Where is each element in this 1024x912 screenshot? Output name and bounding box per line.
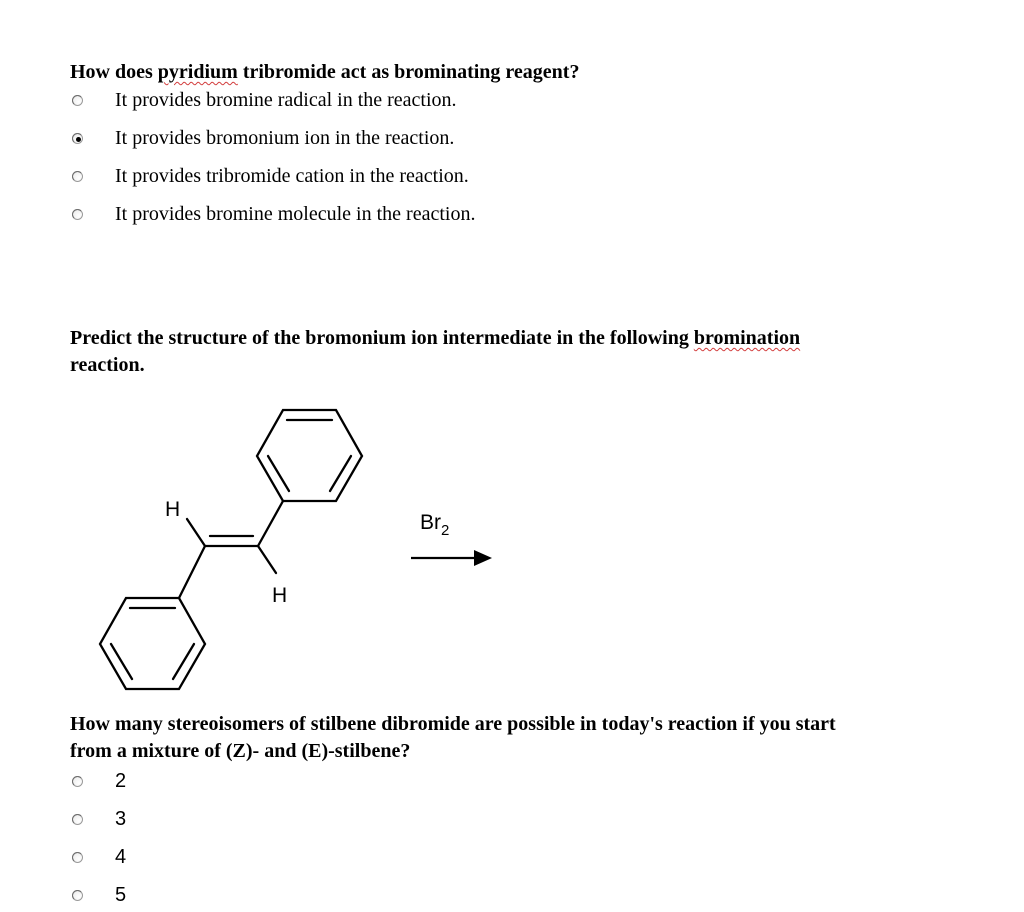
q3-option-1-radio[interactable] (72, 776, 83, 787)
reaction-arrow (411, 550, 492, 566)
q3-option-1-label: 2 (115, 769, 127, 792)
q1-option-1-radio[interactable] (72, 95, 83, 106)
reagent-subscript: 2 (441, 522, 450, 539)
q1-title-prefix: How does (70, 61, 158, 83)
bottom-phenyl-ring (100, 598, 205, 689)
question-1-title (70, 59, 579, 86)
q3-title-line-2: from a mixture of (Z)- and (E)-stilbene? (70, 740, 411, 762)
q1-title-suffix: tribromide act as brominating reagent? (237, 61, 580, 83)
q3-option-4-radio[interactable] (72, 890, 83, 901)
q1-option-1[interactable] (72, 85, 457, 115)
q2-title-line-2: reaction. (70, 354, 145, 376)
q1-option-3-radio[interactable] (72, 171, 83, 182)
q1-title-flagged-word: pyridium (157, 61, 238, 83)
q3-option-3-radio[interactable] (72, 852, 83, 863)
q1-option-4-radio[interactable] (72, 209, 83, 220)
q3-option-2-label: 3 (115, 807, 127, 830)
q1-option-2[interactable] (72, 123, 454, 153)
q3-option-4[interactable] (72, 880, 126, 910)
q3-option-3[interactable] (72, 842, 126, 872)
q2-title-flagged-word: bromination (693, 327, 801, 349)
question-2-title (70, 325, 800, 379)
reagent-symbol: Br (420, 511, 441, 534)
reagent-label (420, 511, 449, 539)
q3-title-line-1: How many stereoisomers of stilbene dibromide are possible in today's reaction if you start (70, 713, 836, 735)
alkene-bonds (179, 501, 283, 598)
q1-option-3[interactable] (72, 161, 469, 191)
q3-option-3-label: 4 (115, 845, 127, 868)
q1-option-2-radio[interactable] (72, 133, 83, 144)
vinyl-hydrogen-top: H (165, 498, 181, 521)
q3-option-2[interactable] (72, 804, 126, 834)
q3-option-1[interactable] (72, 766, 126, 796)
q2-title-prefix: Predict the structure of the bromonium ion intermediate in the following (70, 327, 694, 349)
top-phenyl-ring (257, 410, 362, 501)
q1-option-3-label: It provides tribromide cation in the reaction. (115, 164, 469, 187)
q1-option-2-label: It provides bromonium ion in the reaction. (115, 126, 455, 149)
q1-option-4-label: It provides bromine molecule in the reaction. (115, 202, 476, 225)
q1-option-4[interactable] (72, 199, 475, 229)
q2-title-line-1 (70, 325, 800, 352)
question-3-title (70, 711, 836, 765)
vinyl-hydrogen-bottom: H (272, 584, 288, 607)
stilbene-bromination-scheme (0, 390, 560, 700)
q3-option-2-radio[interactable] (72, 814, 83, 825)
q3-option-4-label: 5 (115, 883, 127, 906)
q1-option-1-label: It provides bromine radical in the reaction. (115, 88, 457, 111)
